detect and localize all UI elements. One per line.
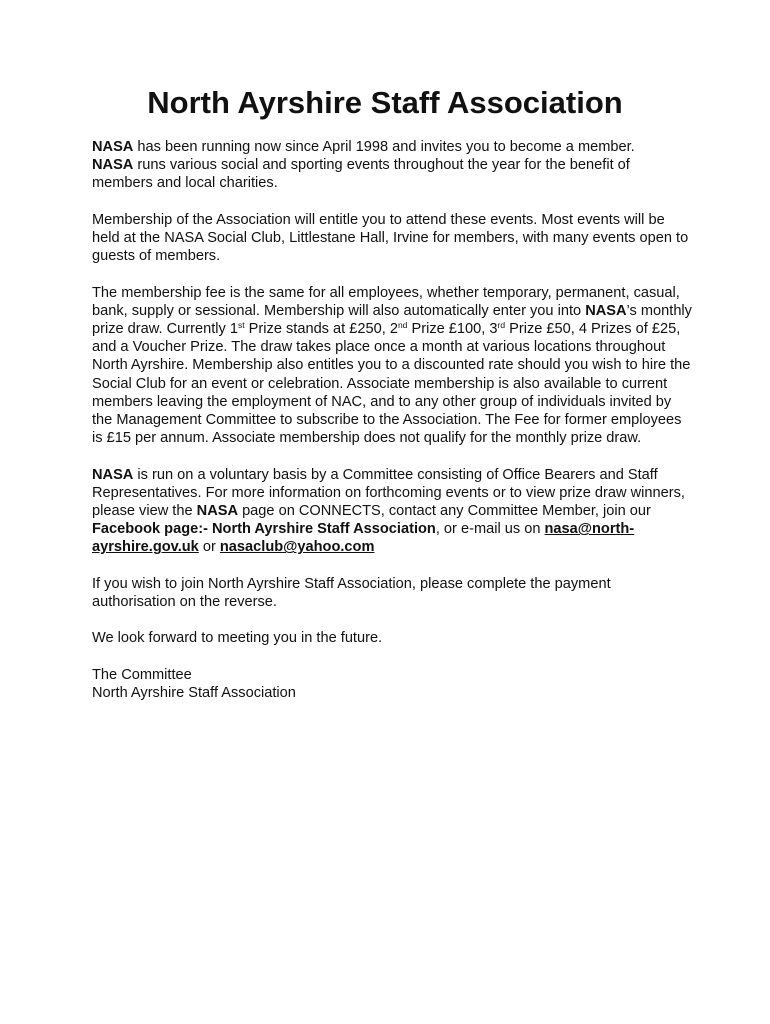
facebook-page-name: Facebook page:- North Ayrshire Staff Association bbox=[92, 521, 436, 538]
committee-paragraph bbox=[92, 466, 692, 557]
signature-block bbox=[92, 666, 692, 702]
email-link-council[interactable]: nasa@north-ayrshire.gov.uk bbox=[92, 521, 635, 556]
fee-text: Prize £100, 3 bbox=[407, 321, 498, 337]
nasa-bold: NASA bbox=[92, 157, 134, 174]
committee-text: , or e-mail us on bbox=[435, 521, 545, 538]
signature-line: North Ayrshire Staff Association bbox=[92, 685, 296, 701]
ordinal-suffix: nd bbox=[397, 320, 408, 330]
fee-text: The membership fee is the same for all employees, whether temporary, permanent, casual, bank, supply or sessional. Membership will also automatically enter you into bbox=[92, 284, 680, 319]
committee-text: or bbox=[198, 539, 220, 556]
fee-paragraph bbox=[92, 284, 692, 448]
nasa-bold: NASA bbox=[196, 503, 239, 520]
signature-line: The Committee bbox=[92, 666, 192, 683]
committee-text: page on CONNECTS, contact any Committee Member, join our bbox=[238, 503, 651, 520]
join-paragraph: If you wish to join North Ayrshire Staff Association, please complete the payment authorisation on the reverse. bbox=[92, 575, 611, 611]
fee-text: Prize £50, 4 Prizes of £25, and a Voucher Prize. The draw takes place once a month at various locations throughout North Ayrshire. Membership also entitles you to a discounted rate should you wish to hire the Social Club for an event or celebration. Associate membership is also available to current members leaving the employment of NAC, and to any other group of individuals invited by the Management Committee to subscribe to the Association. The Fee for former employees is £15 per annum. Associate membership does not qualify for the monthly prize draw. bbox=[92, 321, 691, 447]
email-link-yahoo[interactable]: nasaclub@yahoo.com bbox=[219, 539, 375, 556]
ordinal-suffix: rd bbox=[497, 320, 506, 330]
nasa-bold: NASA bbox=[92, 466, 134, 483]
intro-text: has been running now since April 1998 and invites you to become a member. bbox=[133, 139, 635, 155]
intro-paragraph bbox=[92, 138, 692, 193]
fee-text: ’s monthly prize draw. Currently 1 bbox=[92, 302, 692, 337]
membership-paragraph: Membership of the Association will entitle you to attend these events. Most events will be held at the NASA Social Club, Littlestane Hall, Irvine for members, with many events open to guests of members. bbox=[92, 211, 689, 265]
letter-body bbox=[92, 138, 692, 720]
fee-text: Prize stands at £250, 2 bbox=[244, 321, 398, 337]
closing-paragraph: We look forward to meeting you in the future. bbox=[92, 630, 383, 647]
page-title: North Ayrshire Staff Association bbox=[147, 85, 623, 120]
nasa-bold: NASA bbox=[585, 302, 627, 319]
intro-text: runs various social and sporting events throughout the year for the benefit of members and local charities. bbox=[92, 157, 630, 192]
ordinal-suffix: st bbox=[238, 320, 245, 330]
nasa-bold: NASA bbox=[92, 139, 134, 155]
committee-text: is run on a voluntary basis by a Committee consisting of Office Bearers and Staff Representatives. For more information on forthcoming events or to view prize draw winners, please view the bbox=[92, 466, 685, 520]
